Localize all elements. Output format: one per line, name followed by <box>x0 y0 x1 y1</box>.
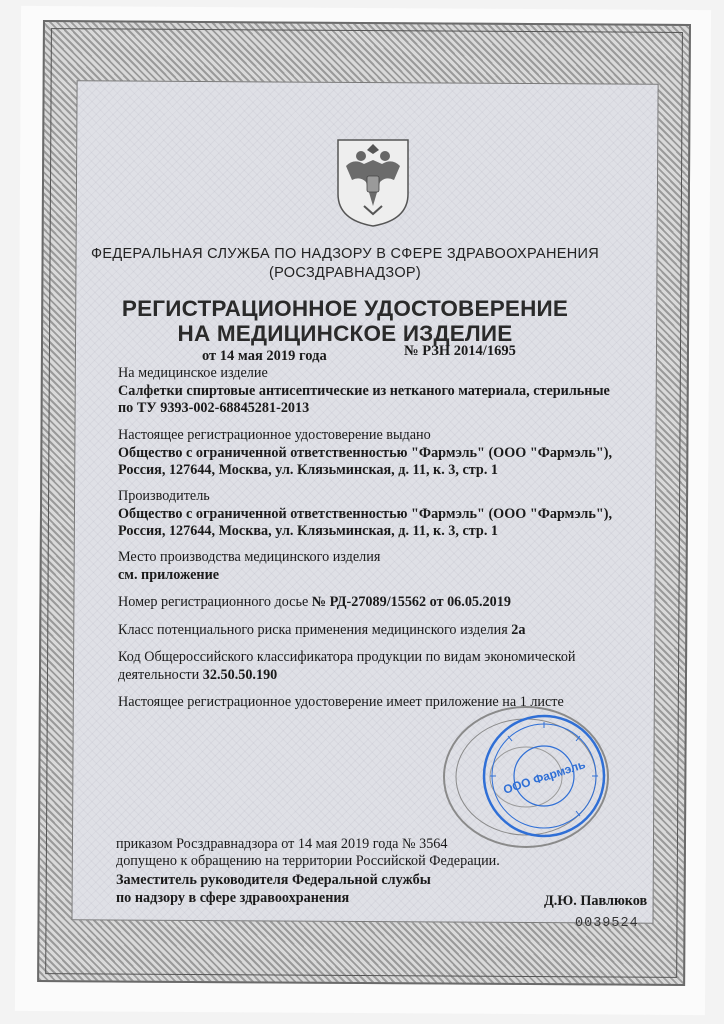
issue-date: от 14 мая 2019 года <box>202 348 327 364</box>
product-label: На медицинское изделие <box>118 365 268 381</box>
production-site-value: см. приложение <box>118 567 220 583</box>
holder-company: Общество с ограниченной ответственностью "Фармэль" (ООО "Фармэль"), <box>118 445 612 461</box>
risk-class-label: Класс потенциального риска применения медицинского изделия <box>118 622 508 638</box>
admission-line: допущено к обращению на территории Российской Федерации. <box>116 853 500 869</box>
okp-line <box>118 667 277 684</box>
signatory-title: Заместитель руководителя Федеральной службы <box>116 872 431 888</box>
document-subtitle: НА МЕДИЦИНСКОЕ ИЗДЕЛИЕ <box>177 321 513 346</box>
manufacturer-company: Общество с ограниченной ответственностью "Фармэль" (ООО "Фармэль"), <box>118 506 612 522</box>
registration-number: № РЗН 2014/1695 <box>404 343 516 359</box>
company-stamp-text: ООО Фармэль <box>501 757 588 797</box>
dossier-label: Номер регистрационного досье <box>118 594 309 610</box>
okp-label: Код Общероссийского классификатора продукции по видам экономической <box>118 649 576 665</box>
holder-address: Россия, 127644, Москва, ул. Клязьминская, д. 11, к. 3, стр. 1 <box>118 462 499 478</box>
company-stamp <box>480 712 608 840</box>
manufacturer-label: Производитель <box>118 488 210 504</box>
document-title: РЕГИСТРАЦИОННОЕ УДОСТОВЕРЕНИЕ <box>121 296 569 321</box>
product-name: Салфетки спиртовые антисептические из нетканого материала, стерильные <box>118 383 610 399</box>
product-spec: по ТУ 9393-002-68845281-2013 <box>118 400 310 416</box>
okp-code: 32.50.50.190 <box>202 667 278 683</box>
coat-of-arms-icon <box>334 136 412 228</box>
okp-label-cont: деятельности <box>118 667 200 683</box>
risk-class-line <box>118 622 525 639</box>
appendix-note: Настоящее регистрационное удостоверение имеет приложение на 1 листе <box>118 694 564 710</box>
signatory-name: Д.Ю. Павлюков <box>544 893 648 909</box>
dossier-number: № РД-27089/15562 от 06.05.2019 <box>311 594 511 610</box>
order-line: приказом Росздравнадзора от 14 мая 2019 года № 3564 <box>116 836 448 852</box>
signatory-title-cont: по надзору в сфере здравоохранения <box>116 890 350 906</box>
dossier-line <box>118 594 511 611</box>
agency-name: ФЕДЕРАЛЬНАЯ СЛУЖБА ПО НАДЗОРУ В СФЕРЕ ЗДРАВООХРАНЕНИЯ <box>91 246 599 262</box>
risk-class-value: 2а <box>511 622 526 638</box>
holder-label: Настоящее регистрационное удостоверение выдано <box>118 427 431 443</box>
agency-abbreviation: (РОСЗДРАВНАДЗОР) <box>268 265 421 281</box>
serial-number: 0039524 <box>575 916 639 931</box>
production-site-label: Место производства медицинского изделия <box>118 549 381 565</box>
manufacturer-address: Россия, 127644, Москва, ул. Клязьминская, д. 11, к. 3, стр. 1 <box>118 523 499 539</box>
